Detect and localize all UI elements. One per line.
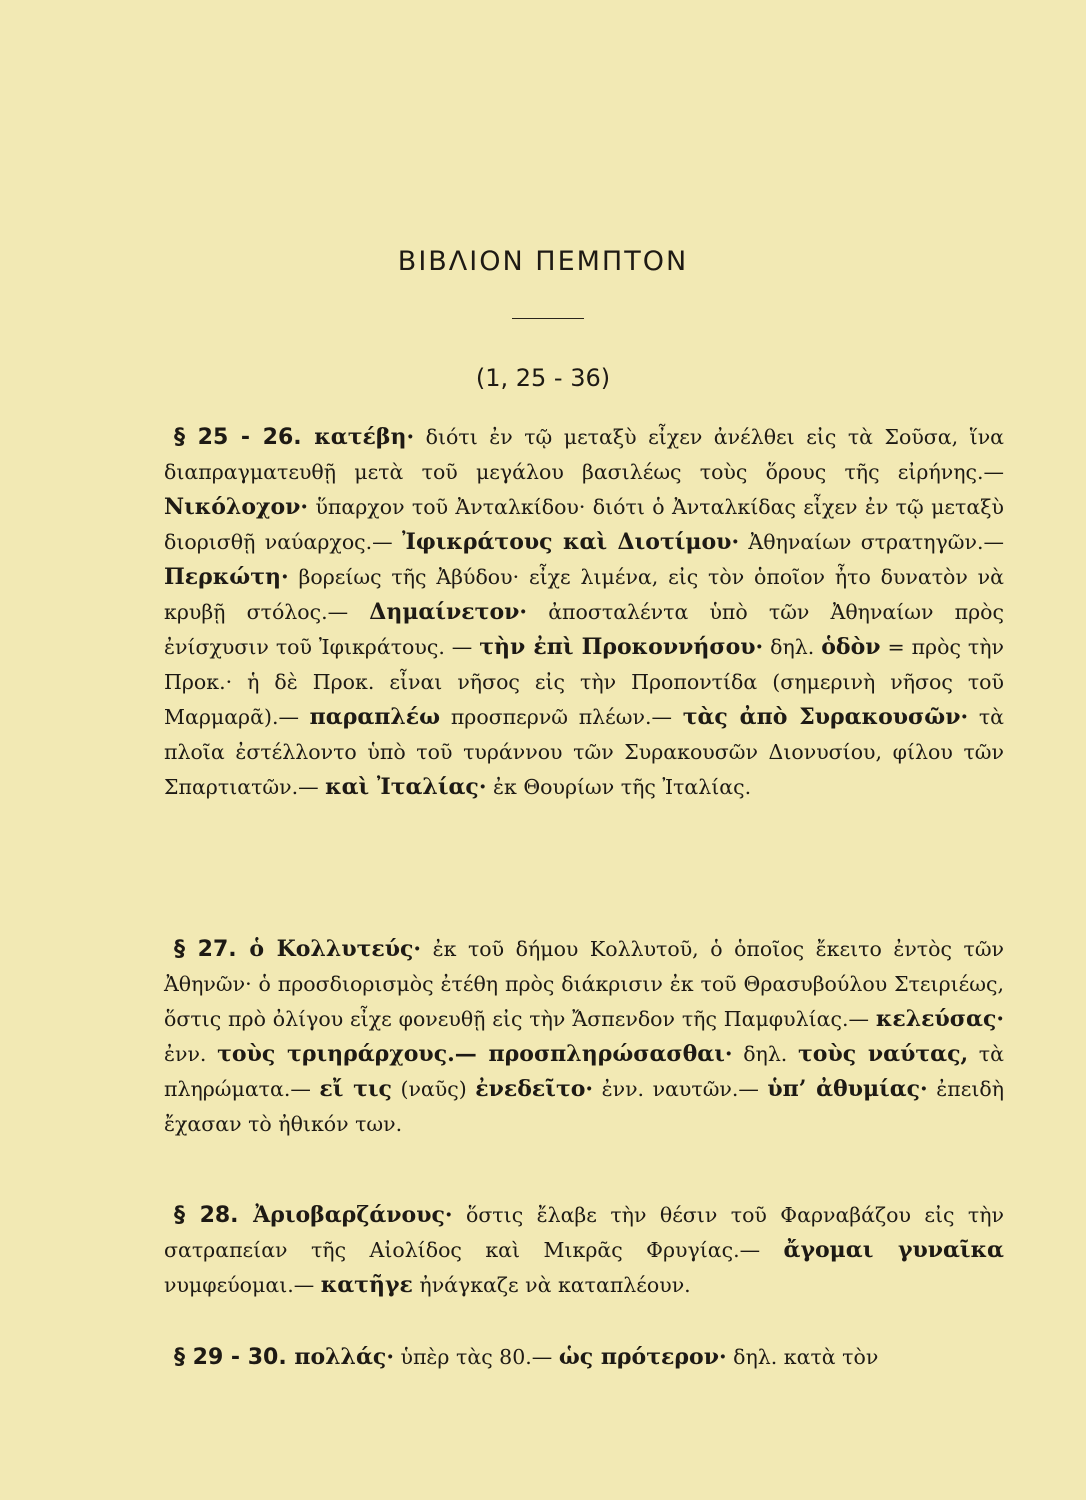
gloss-text: ἐνν. ναυτῶν.— <box>593 1077 768 1101</box>
gloss-text: τὰ πληρώματα.— <box>164 1042 1004 1101</box>
gloss-text: ὑπὲρ τὰς 80.— <box>393 1345 559 1369</box>
headword: ἄγομαι γυναῖκα <box>783 1237 1004 1263</box>
gloss-text: ἀποσταλέντα ὑπὸ τῶν Ἀθηναίων πρὸς ἐνίσχυσιν τοῦ Ἰφικράτους. — <box>164 600 1004 659</box>
gloss-text: δηλ. <box>732 1042 798 1066</box>
headword: καὶ Ἰταλίας· <box>325 774 487 800</box>
headword: ἐνεδεῖτο· <box>475 1076 594 1102</box>
headword: ὁδὸν <box>821 634 881 660</box>
headword: Ἰφικράτους καὶ Διοτίμου· <box>402 529 740 555</box>
gloss-text: δηλ. κατὰ τὸν <box>726 1345 879 1369</box>
headword: Περκώτη· <box>164 564 289 590</box>
section-number: § 27. <box>174 937 250 962</box>
headword: τὴν ἐπὶ Προκοννήσου· <box>479 634 764 660</box>
gloss-text: νυμφεύομαι.— <box>164 1273 321 1297</box>
headword: τὰς ἀπὸ Συρακουσῶν· <box>682 704 969 730</box>
section-number: § 25 - 26. <box>174 425 315 450</box>
headword: κελεύσας· <box>875 1006 1004 1032</box>
commentary-paragraph <box>164 1340 1004 1375</box>
headword: ὁ Κολλυτεύς· <box>249 936 422 962</box>
gloss-text: ἐπειδὴ ἔχασαν τὸ ἠθικόν των. <box>164 1077 1004 1136</box>
headword: παραπλέω <box>309 704 441 730</box>
gloss-text: βορείως τῆς Ἀβύδου· εἶχε λιμένα, εἰς τὸν ὁποῖον ἦτο δυνατὸν νὰ κρυβῇ στόλος.— <box>164 565 1004 624</box>
gloss-text: προσπερνῶ πλέων.— <box>440 705 683 729</box>
gloss-text: ὕπαρχον τοῦ Ἀνταλκίδου· διότι ὁ Ἀνταλκίδας εἶχεν ἐν τῷ μεταξὺ διορισθῇ ναύαρχος.— <box>164 495 1004 554</box>
section-number: § 29 - 30. <box>174 1345 295 1370</box>
gloss-text: ἐκ τοῦ δήμου Κολλυτοῦ, ὁ ὁποῖος ἔκειτο ἐντὸς τῶν Ἀθηνῶν· ὁ προσδιορισμὸς ἐτέθη πρὸς διάκρισιν ἐκ τοῦ Θρασυβούλου Στειριέως, ὅστις πρὸ ὀλίγου εἶχε φονευθῇ εἰς τὴν Ἄσπενδον τῆς Παμφυλίας.— <box>164 937 1004 1031</box>
section-range: (1, 25 - 36) <box>475 364 611 392</box>
headword: Νικόλοχον· <box>164 494 309 520</box>
gloss-text: ἐκ Θουρίων τῆς Ἰταλίας. <box>486 775 752 799</box>
headword: τοὺς τριηράρχους.— προσπληρώσασθαι· <box>217 1041 733 1067</box>
headword: κατῆγε <box>320 1272 413 1298</box>
gloss-text: Ἀθηναίων στρατηγῶν.— <box>739 530 1004 554</box>
title-divider <box>512 318 584 319</box>
gloss-text: ὅστις ἔλαβε τὴν θέσιν τοῦ Φαρναβάζου εἰς τὴν σατραπείαν τῆς Αἰολίδος καὶ Μικρᾶς Φρυγίας.— <box>164 1203 1004 1262</box>
section-number: § 28. <box>174 1203 254 1228</box>
gloss-text: τὰ πλοῖα ἐστέλλοντο ὑπὸ τοῦ τυράννου τῶν Συρακουσῶν Διονυσίου, φίλου τῶν Σπαρτιατῶν.— <box>164 705 1005 799</box>
book-title: ΒΙΒΛΙΟΝ ΠΕΜΠΤΟΝ <box>397 246 689 277</box>
commentary-paragraph <box>164 420 1004 805</box>
headword: ὑπ’ ἀθυμίας· <box>767 1076 928 1102</box>
commentary-paragraph <box>164 1198 1004 1303</box>
gloss-text: (ναῦς) <box>391 1077 476 1101</box>
gloss-text: ἐνν. <box>164 1042 218 1066</box>
headword: κατέβη· <box>314 424 415 450</box>
gloss-text: ἠνάγκαζε νὰ καταπλέουν. <box>412 1273 691 1297</box>
headword: ὡς πρότερον· <box>558 1344 727 1370</box>
gloss-text: δηλ. <box>763 635 822 659</box>
gloss-text: = πρὸς τὴν Προκ.· ἡ δὲ Προκ. εἶναι νῆσος εἰς τὴν Προποντίδα (σημερινὴ νῆσος τοῦ Μαρμαρᾶ).— <box>164 635 1004 729</box>
headword: Ἀριοβαρζάνους· <box>253 1202 453 1228</box>
commentary-paragraph <box>164 932 1004 1142</box>
gloss-text: διότι ἐν τῷ μεταξὺ εἶχεν ἀνέλθει εἰς τὰ Σοῦσα, ἵνα διαπραγματευθῇ μετὰ τοῦ μεγάλου βασιλέως τοὺς ὅρους τῆς εἰρήνης.— <box>164 425 1004 484</box>
headword: τοὺς ναύτας, <box>797 1041 969 1067</box>
headword: εἴ τις <box>319 1076 392 1102</box>
headword: Δημαίνετον· <box>369 599 528 625</box>
headword: πολλάς· <box>294 1344 394 1370</box>
